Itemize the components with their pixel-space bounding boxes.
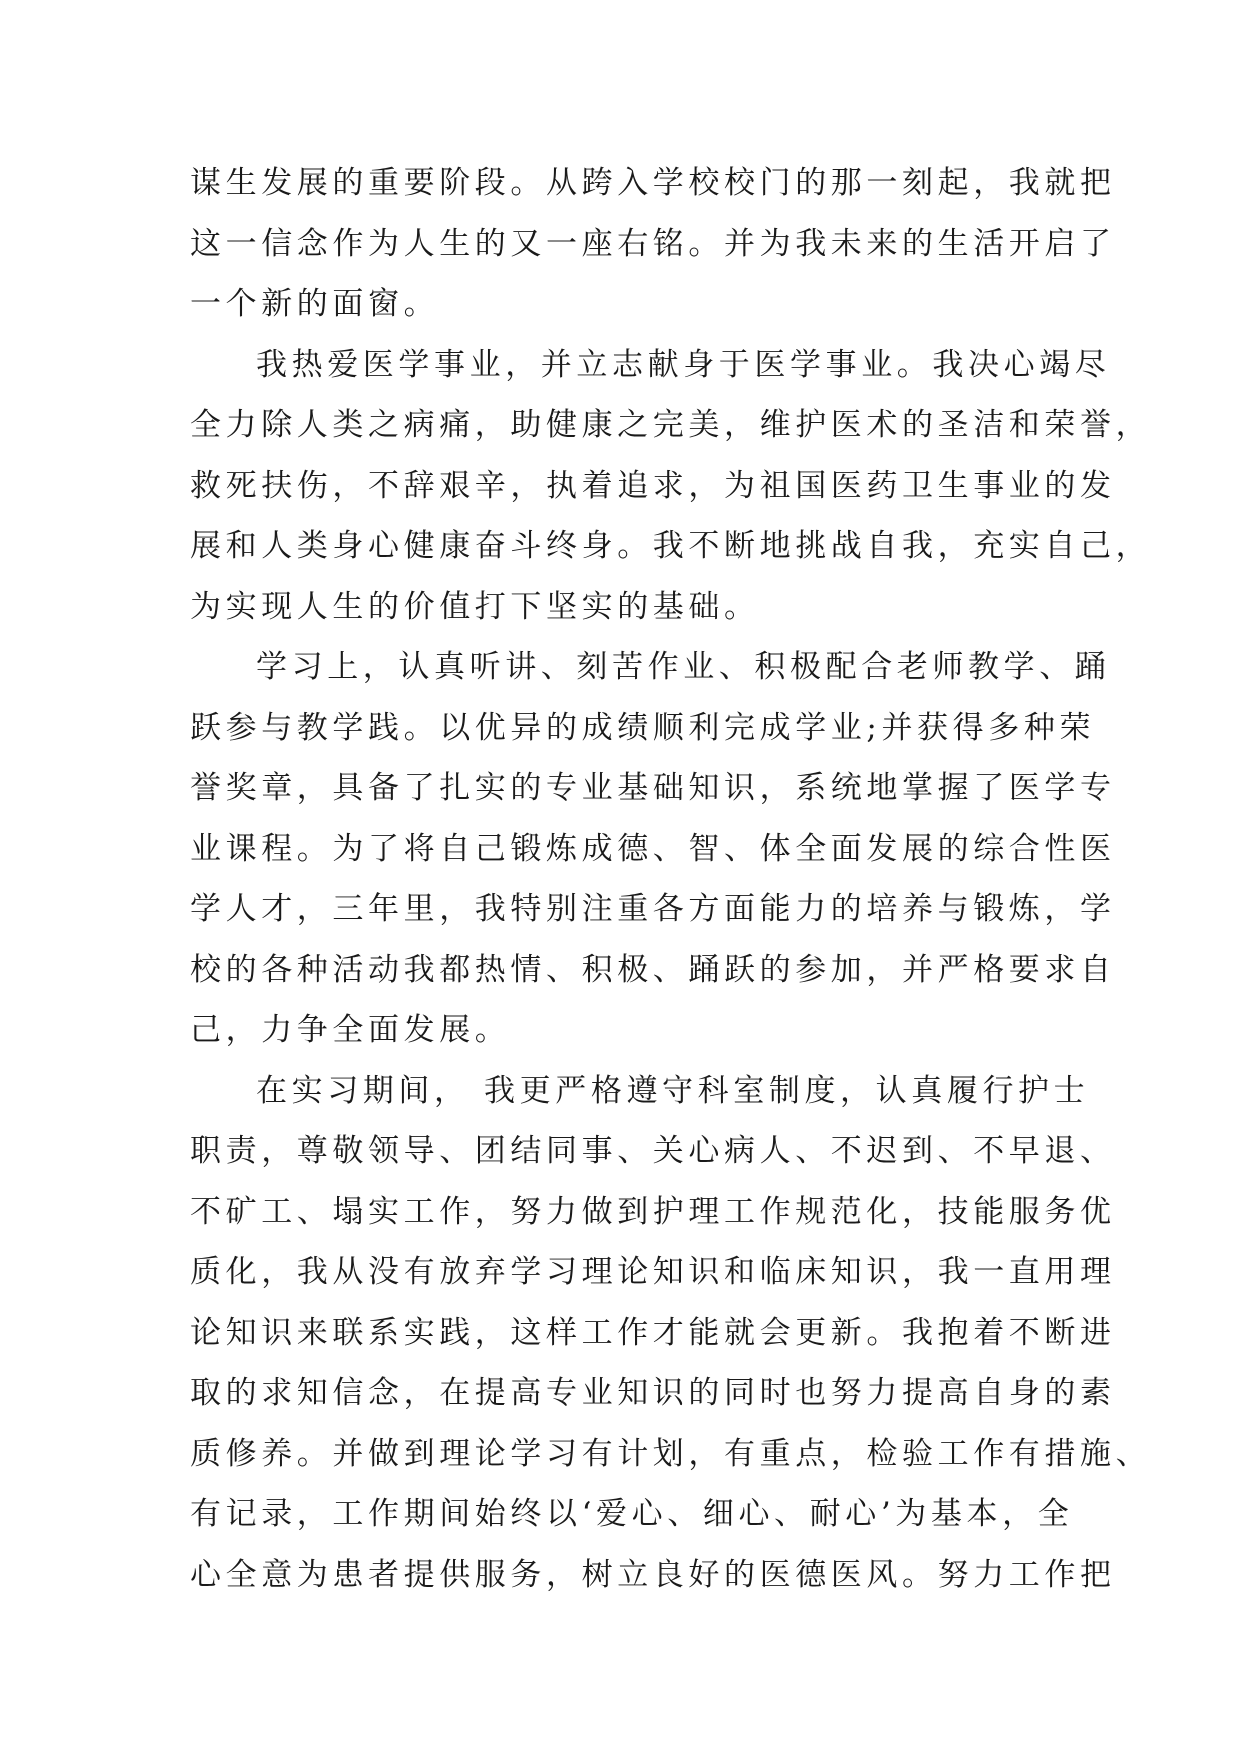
text-line: 心全意为患者提供服务，树立良好的医德医风。努力工作把 — [190, 1556, 1116, 1593]
paragraph-first-line: 在实习期间， 我更严格遵守科室制度，认真履行护士 — [256, 1072, 1090, 1109]
text-line: 全力除人类之病痛，助健康之完美，维护医术的圣洁和荣誉， — [190, 407, 1152, 443]
text-line: 不矿工、塌实工作，努力做到护理工作规范化，技能服务优 — [190, 1193, 1116, 1230]
text-line: 有记录，工作期间始终以‘爱心、细心、耐心’为基本，全 — [190, 1496, 1074, 1532]
text-line: 一个新的面窗。 — [190, 286, 440, 322]
text-line: 取的求知信念，在提高专业知识的同时也努力提高自身的素 — [190, 1375, 1116, 1411]
text-line: 这一信念作为人生的又一座右铭。并为我未来的生活开启了 — [190, 225, 1116, 262]
paragraph-first-line: 学习上，认真听讲、刻苦作业、积极配合老师教学、踊 — [256, 649, 1111, 685]
text-line: 救死扶伤，不辞艰辛，执着追求，为祖国医药卫生事业的发 — [190, 467, 1116, 504]
text-line: 誉奖章，具备了扎实的专业基础知识，系统地掌握了医学专 — [190, 770, 1116, 806]
text-line: 职责，尊敬领导、团结同事、关心病人、不迟到、不早退、 — [190, 1133, 1116, 1169]
text-line: 展和人类身心健康奋斗终身。我不断地挑战自我，充实自己， — [190, 528, 1152, 564]
text-line: 校的各种活动我都热情、积极、踊跃的参加，并严格要求自 — [190, 951, 1116, 988]
text-line: 质化，我从没有放弃学习理论知识和临床知识，我一直用理 — [190, 1254, 1116, 1290]
text-line: 己，力争全面发展。 — [190, 1012, 511, 1048]
text-line: 质修养。并做到理论学习有计划，有重点，检验工作有措施、 — [190, 1435, 1152, 1472]
text-line: 学人才，三年里，我特别注重各方面能力的培养与锻炼，学 — [190, 891, 1116, 927]
text-line: 为实现人生的价值打下坚实的基础。 — [190, 588, 760, 625]
paragraph-first-line: 我热爱医学事业，并立志献身于医学事业。我决心竭尽 — [256, 346, 1111, 383]
text-line: 论知识来联系实践，这样工作才能就会更新。我抱着不断进 — [190, 1314, 1116, 1351]
text-line: 跃参与教学践。以优异的成绩顺利完成学业;并获得多种荣 — [190, 709, 1096, 746]
text-line: 业课程。为了将自己锻炼成德、智、体全面发展的综合性医 — [190, 830, 1116, 867]
document-body — [190, 153, 1190, 1605]
text-line: 谋生发展的重要阶段。从跨入学校校门的那一刻起，我就把 — [190, 165, 1116, 201]
